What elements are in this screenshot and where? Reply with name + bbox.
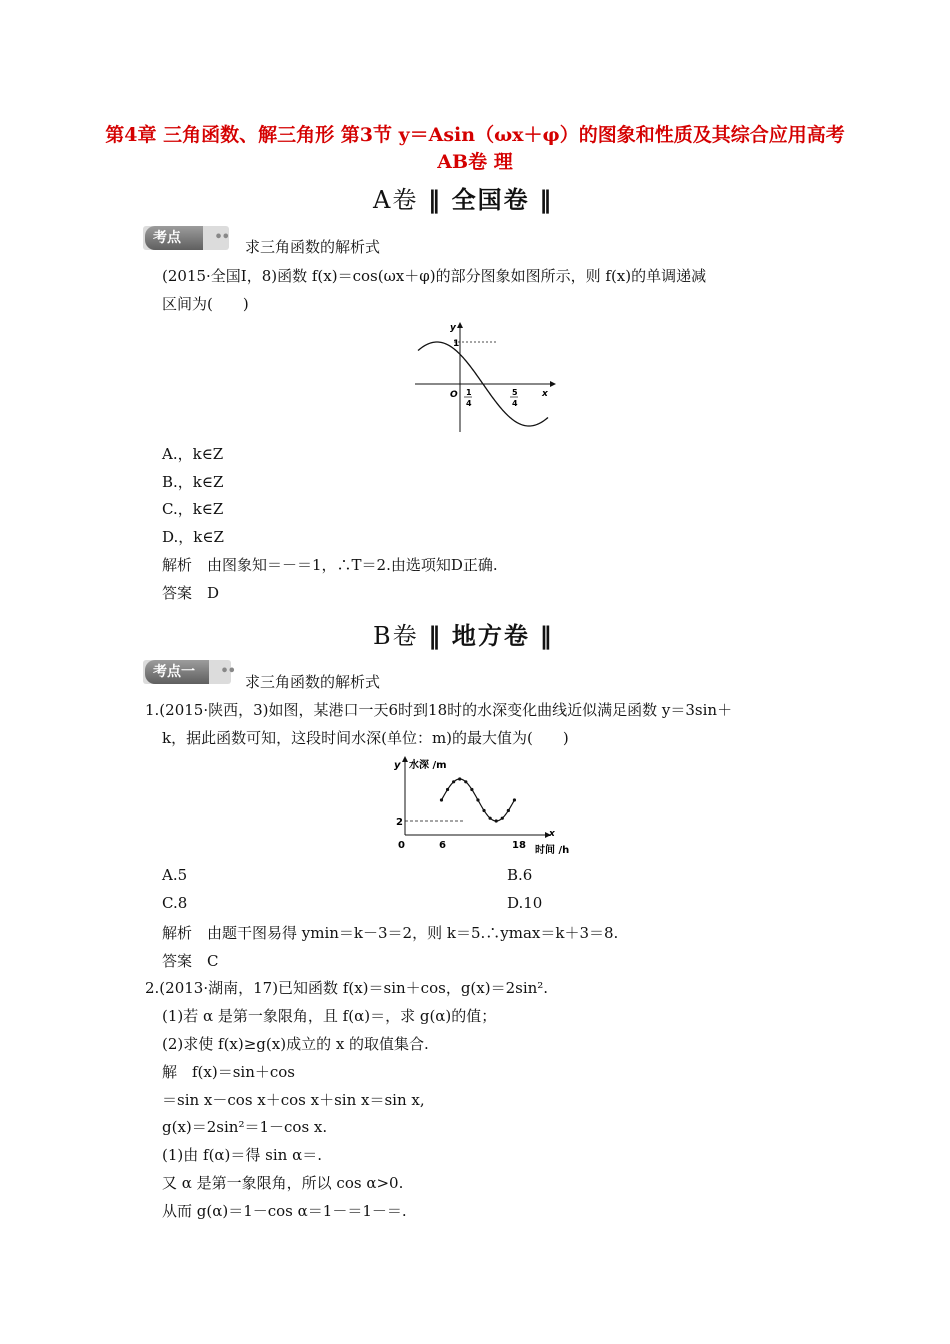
qa-option-b: B.，k∈Z (162, 473, 224, 491)
cosine-graph (410, 318, 560, 436)
qb2-line-6: (1)由 f(α)＝得 sin α＝. (162, 1146, 322, 1164)
qb2-line-5: g(x)＝2sin²＝1－cos x. (162, 1118, 328, 1136)
section-b-separator: ‖ (428, 622, 443, 650)
y-label: y (450, 323, 456, 333)
kaodian-badge-a (145, 226, 229, 250)
section-a-label: A卷 (373, 186, 419, 214)
qb1-stem-line1: 1.(2015·陕西，3)如图，某港口一天6时到18时的水深变化曲线近似满足函数 y＝3sin＋ (145, 701, 733, 719)
x-label: x (549, 829, 555, 839)
section-b-label: B卷 (373, 622, 419, 650)
qb2-line-7: 又 α 是第一象限角，所以 cos α>0. (162, 1174, 404, 1192)
depth-point (446, 788, 449, 791)
qb2-line-8: 从而 g(α)＝1－cos α＝1－＝1－＝. (162, 1202, 407, 1220)
origin-label: 0 (398, 840, 405, 851)
section-a-banner (373, 180, 553, 215)
y-label: y (394, 760, 401, 771)
qb1-option-a: A.5 (162, 866, 188, 884)
badge-dots: •• (214, 230, 229, 245)
kaodian-badge-b (145, 660, 235, 684)
qb2-line-2: (2)求使 f(x)≥g(x)成立的 x 的取值集合. (162, 1035, 429, 1053)
tick2-numerator: 5 (512, 388, 518, 397)
depth-point (470, 788, 473, 791)
depth-point (440, 798, 443, 801)
kaodian-badge-label: 考点一 (153, 664, 195, 680)
y-axis-arrow (457, 322, 463, 328)
qb2-line-3: 解 f(x)＝sin＋cos (162, 1063, 296, 1081)
qb2-line-0: 2.(2013·湖南，17)已知函数 f(x)＝sin＋cos，g(x)＝2sin². (145, 979, 549, 997)
x-label: x (542, 389, 548, 399)
y-tick-label: 2 (396, 817, 403, 828)
badge-dots: •• (220, 664, 235, 679)
depth-point (513, 798, 516, 801)
qb1-analysis: 解析 由题干图易得 ymin＝k－3＝2，则 k＝5.∴ymax＝k＋3＝8. (162, 924, 619, 942)
qa-analysis: 解析 由图象知＝－＝1，∴T＝2.由选项知D正确. (162, 556, 498, 574)
qa-stem-line2: 区间为( ) (162, 295, 249, 313)
qa-stem-line1: (2015·全国Ⅰ，8)函数 f(x)＝cos(ωx＋φ)的部分图象如图所示，则 f(x)的单调递减 (162, 267, 707, 285)
x-tick1-label: 6 (439, 840, 446, 851)
y-axis-arrow (402, 756, 408, 762)
qa-option-a: A.，k∈Z (162, 445, 224, 463)
qb1-option-b: B.6 (507, 866, 533, 884)
depth-point (476, 798, 479, 801)
qa-answer: 答案 D (162, 584, 220, 602)
section-b-end: ‖ (539, 622, 554, 650)
page-title: 第4章 三角函数、解三角形 第3节 y＝Asin（ωx＋φ）的图象和性质及其综合应用高考AB卷 理 (105, 124, 845, 173)
tick1-numerator: 1 (466, 388, 472, 397)
qb1-option-d: D.10 (507, 894, 543, 912)
y-unit: 水深 /m (409, 760, 447, 771)
depth-point (489, 817, 492, 820)
depth-point (452, 780, 455, 783)
kaodian-b-topic: 求三角函数的解析式 (245, 673, 381, 691)
one-label: 1 (453, 339, 460, 349)
kaodian-badge-label: 考点 (153, 230, 181, 246)
qb1-stem-line2: k，据此函数可知，这段时间水深(单位：m)的最大值为( ) (162, 729, 569, 747)
depth-point (482, 809, 485, 812)
x-unit: 时间 /h (535, 845, 570, 856)
qb1-answer: 答案 C (162, 952, 219, 970)
depth-point (507, 809, 510, 812)
origin-label: O (450, 390, 458, 400)
qa-option-c: C.，k∈Z (162, 500, 224, 518)
depth-point (464, 780, 467, 783)
section-a-end: ‖ (539, 186, 554, 214)
qb1-option-c: C.8 (162, 894, 188, 912)
section-b-name: 地方卷 (451, 622, 530, 650)
section-a-name: 全国卷 (451, 186, 530, 214)
depth-point (501, 817, 504, 820)
tick1-denominator: 4 (466, 399, 472, 408)
section-b-banner (373, 616, 554, 651)
water-depth-graph (385, 752, 585, 858)
x-axis-arrow (550, 381, 556, 387)
section-a-separator: ‖ (427, 186, 442, 214)
tick2-denominator: 4 (512, 399, 518, 408)
depth-point (495, 819, 498, 822)
kaodian-a-topic: 求三角函数的解析式 (245, 238, 381, 256)
x-tick2-label: 18 (512, 840, 526, 851)
depth-point (458, 777, 461, 780)
qa-option-d: D.，k∈Z (162, 528, 224, 546)
qb2-line-1: (1)若 α 是第一象限角，且 f(α)＝，求 g(α)的值； (162, 1007, 497, 1025)
qb2-line-4: ＝sin x－cos x＋cos x＋sin x＝sin x, (162, 1091, 425, 1109)
